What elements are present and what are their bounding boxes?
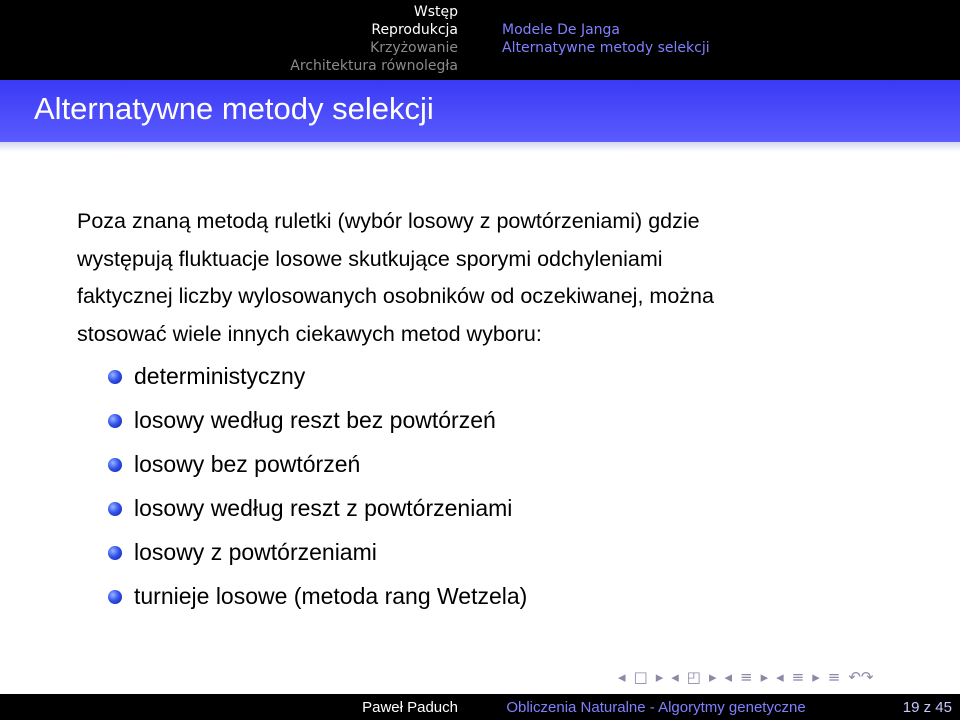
next-subsection-icon[interactable]: ▸ bbox=[760, 668, 769, 686]
list-item bbox=[77, 361, 897, 405]
subsection-navigation bbox=[480, 0, 960, 80]
footer-author: Paweł Paduch bbox=[0, 694, 480, 720]
document-icon[interactable]: ≡ bbox=[827, 668, 841, 686]
next-frame-icon[interactable]: ▸ bbox=[708, 668, 717, 686]
next-slide-icon[interactable]: ▸ bbox=[655, 668, 664, 686]
navigation-symbols bbox=[618, 666, 958, 688]
slide-content bbox=[77, 203, 897, 625]
list-item-label: losowy bez powtórzeń bbox=[134, 451, 361, 477]
intro-line: Poza znaną metodą ruletki (wybór losowy z powtórzeniami) gdzie bbox=[77, 209, 700, 233]
section-navigation bbox=[0, 0, 480, 80]
list-item-label: losowy z powtórzeniami bbox=[134, 539, 377, 565]
list-item bbox=[77, 537, 897, 581]
list-item bbox=[77, 581, 897, 625]
list-item-label: turnieje losowe (metoda rang Wetzela) bbox=[134, 583, 528, 609]
title-shadow bbox=[0, 142, 960, 152]
slide-icon[interactable]: □ bbox=[633, 668, 648, 686]
list-item bbox=[77, 449, 897, 493]
footer-title: Obliczenia Naturalne - Algorytmy genetyczne bbox=[480, 694, 816, 720]
nav-section-architektura[interactable]: Architektura równoległa bbox=[290, 58, 458, 74]
bullet-icon bbox=[108, 546, 122, 560]
prev-section-icon[interactable]: ◂ bbox=[776, 668, 784, 686]
list-item bbox=[77, 493, 897, 537]
footer-page-number: 19 z 45 bbox=[816, 694, 960, 720]
frame-title: Alternatywne metody selekcji bbox=[34, 91, 434, 126]
intro-line: faktycznej liczby wylosowanych osobników od oczekiwanej, można bbox=[77, 284, 714, 308]
bullet-icon bbox=[108, 590, 122, 604]
bullet-icon bbox=[108, 502, 122, 516]
nav-current-frame[interactable]: Alternatywne metody selekcji bbox=[502, 40, 710, 56]
list-item-label: losowy według reszt bez powtórzeń bbox=[134, 407, 496, 433]
next-section-icon[interactable]: ▸ bbox=[812, 668, 820, 686]
intro-line: występują fluktuacje losowe skutkujące sporymi odchyleniami bbox=[77, 246, 663, 271]
headline bbox=[0, 0, 960, 80]
prev-frame-icon[interactable]: ◂ bbox=[671, 668, 679, 686]
nav-subsection[interactable]: Modele De Janga bbox=[502, 22, 620, 38]
prev-slide-icon[interactable]: ◂ bbox=[618, 668, 626, 686]
nav-section-wstep[interactable]: Wstęp bbox=[413, 4, 458, 20]
intro-paragraph bbox=[77, 203, 897, 353]
frame-icon[interactable]: ◰ bbox=[686, 668, 701, 686]
bullet-icon bbox=[108, 458, 122, 472]
footline bbox=[0, 694, 960, 720]
back-forward-icon[interactable]: ↶↷ bbox=[848, 668, 874, 686]
nav-section-krzyzowanie[interactable]: Krzyżowanie bbox=[370, 40, 458, 56]
list-item-label: deterministyczny bbox=[134, 363, 306, 389]
list-item bbox=[77, 405, 897, 449]
nav-section-reprodukcja[interactable]: Reprodukcja bbox=[371, 22, 458, 38]
section-icon[interactable]: ≡ bbox=[791, 668, 805, 686]
frame-title-bar bbox=[0, 80, 960, 142]
subsection-icon[interactable]: ≡ bbox=[740, 668, 753, 686]
bullet-icon bbox=[108, 414, 122, 428]
list-item-label: losowy według reszt z powtórzeniami bbox=[134, 495, 513, 521]
selection-methods-list bbox=[77, 361, 897, 625]
prev-subsection-icon[interactable]: ◂ bbox=[724, 668, 733, 686]
intro-line: stosować wiele innych ciekawych metod wyboru: bbox=[77, 321, 542, 346]
bullet-icon bbox=[108, 370, 122, 384]
